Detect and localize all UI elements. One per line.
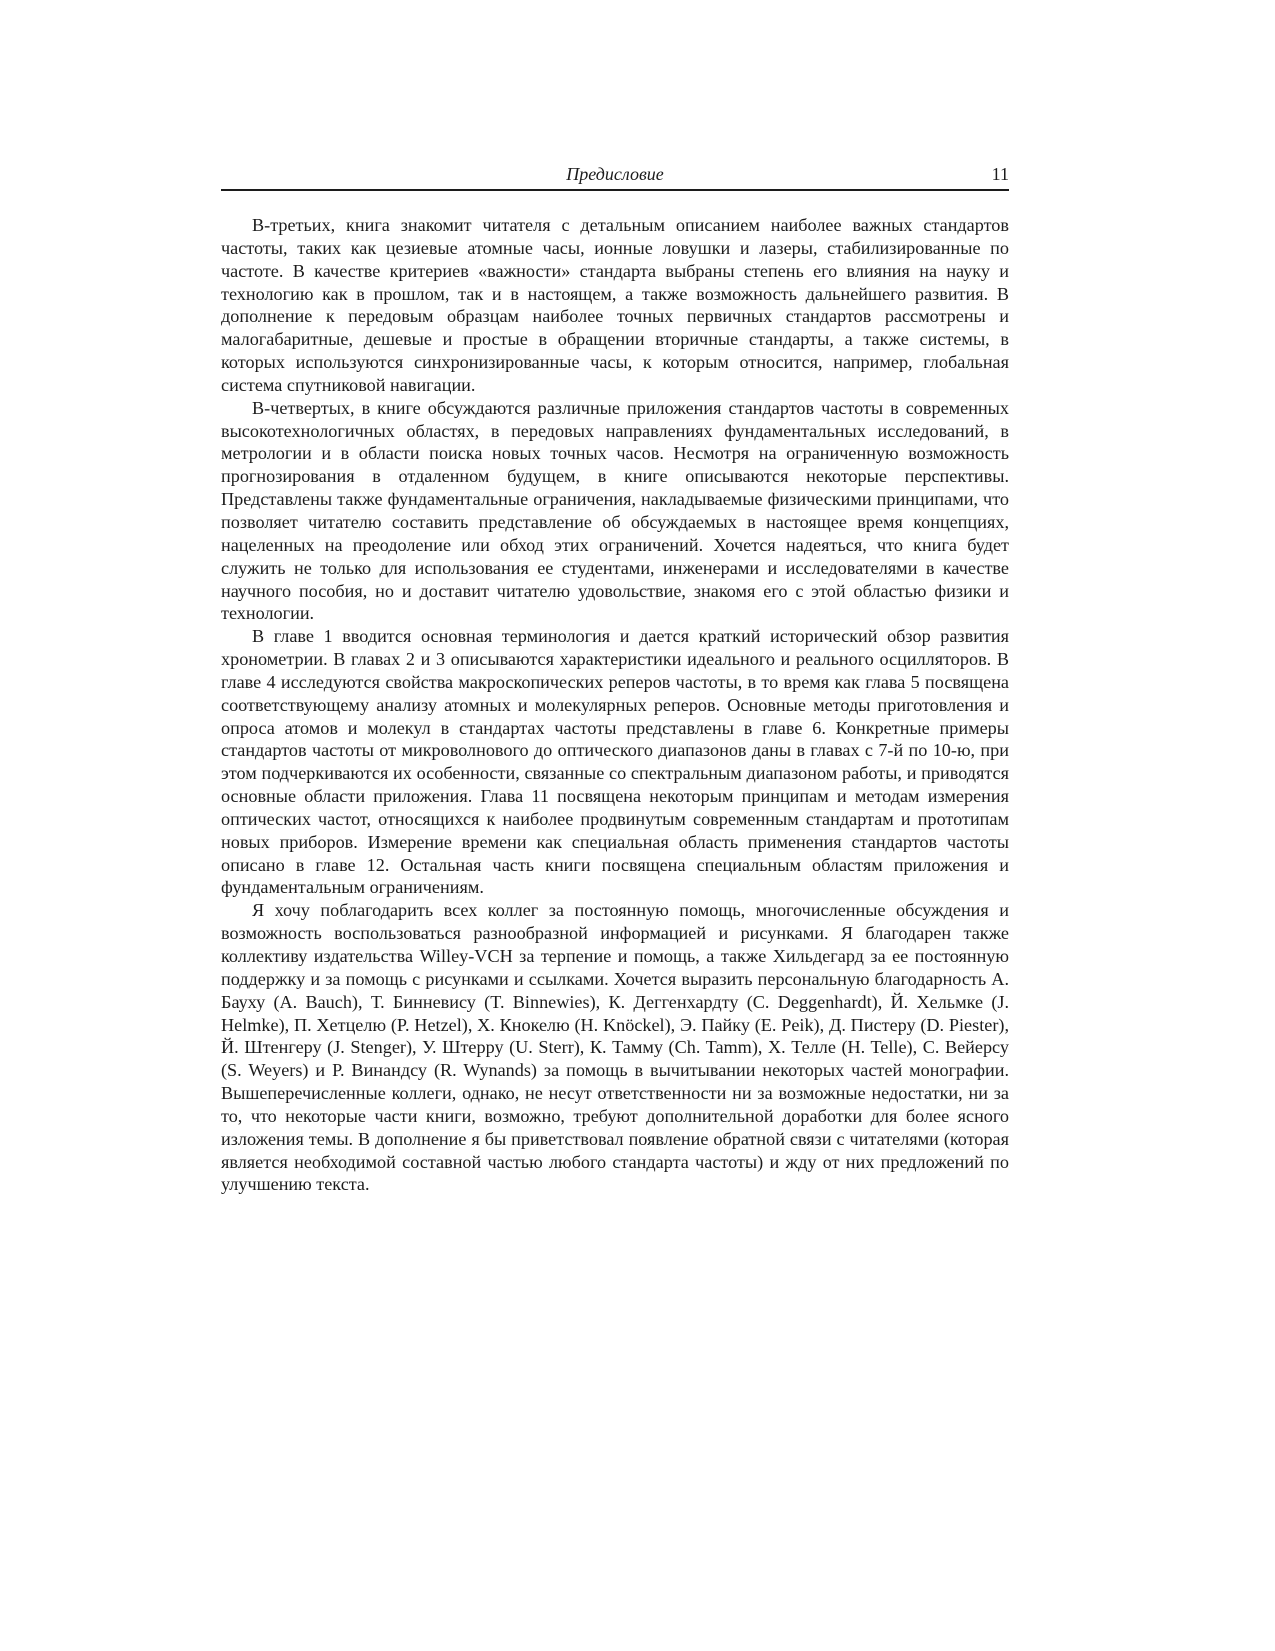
- page-number: 11: [991, 164, 1009, 184]
- running-head: [221, 163, 1009, 191]
- paragraph: В-четвертых, в книге обсуждаются различные приложения стандартов частоты в современных высокотехнологичных областях, в передовых направлениях фундаментальных исследований, в метрологии и в области поиска новых точных часов. Несмотря на ограниченную возможность прогнозирования в отдаленном будущем, в книге описываются некоторые перспективы. Представлены также фундаментальные ограничения, накладываемые физическими принципами, что позволяет читателю составить представление об обсуждаемых в настоящее время концепциях, нацеленных на преодоление или обход этих ограничений. Хочется надеяться, что книга будет служить не только для использования ее студентами, инженерами и исследователями в качестве научного пособия, но и доставит читателю удовольствие, знакомя его с этой областью физики и технологии.: [221, 397, 1009, 624]
- paragraph: Я хочу поблагодарить всех коллег за постоянную помощь, многочисленные обсуждения и возможность воспользоваться разнообразной информацией и рисунками. Я благодарен также коллективу издательства Willey-VCH за терпение и помощь, а также Хильдегард за ее постоянную поддержку и за помощь с рисунками и ссылками. Хочется выразить персональную благодарность А. Бауху (A. Bauch), Т. Бинневису (T. Binnewies), К. Деггенхардту (C. Deggenhardt), Й. Хельмке (J. Helmke), П. Хетцелю (P. Hetzel), Х. Кнокелю (H. Knöckel), Э. Пайку (E. Peik), Д. Пистеру (D. Piester), Й. Штенгеру (J. Stenger), У. Штерру (U. Sterr), К. Тамму (Ch. Tamm), Х. Телле (H. Telle), С. Вейерсу (S. Weyers) и Р. Винандсу (R. Wynands) за помощь в вычитывании некоторых частей монографии. Вышеперечисленные коллеги, однако, не несут ответственности ни за возможные недостатки, ни за то, что некоторые части книги, возможно, требуют дополнительной доработки для более ясного изложения темы. В дополнение я бы приветствовал появление обратной связи с читателями (которая является необходимой составной частью любого стандарта частоты) и жду от них предложений по улучшению текста.: [221, 900, 1009, 1195]
- paragraph: В главе 1 вводится основная терминология и дается краткий исторический обзор развития хронометрии. В главах 2 и 3 описываются характеристики идеального и реального осцилляторов. В главе 4 исследуются свойства макроскопических реперов частоты, в то время как глава 5 посвящена соответствующему анализу атомных и молекулярных реперов. Основные методы приготовления и опроса атомов и молекул в стандартах частоты представлены в главе 6. Конкретные примеры стандартов частоты от микроволнового до оптического диапазонов даны в главах с 7-й по 10-ю, при этом подчеркиваются их особенности, связанные со спектральным диапазоном работы, и приводятся основные области приложения. Глава 11 посвящена некоторым принципам и методам измерения оптических частот, относящихся к наиболее продвинутым современным стандартам и прототипам новых приборов. Измерение времени как специальная область применения стандартов частоты описано в главе 12. Остальная часть книги посвящена специальным областям приложения и фундаментальным ограничениям.: [221, 626, 1009, 898]
- running-title: Предисловие: [566, 164, 664, 184]
- body-text: [221, 214, 1009, 1196]
- paragraph: В-третьих, книга знакомит читателя с детальным описанием наиболее важных стандартов частоты, таких как цезиевые атомные часы, ионные ловушки и лазеры, стабилизированные по частоте. В качестве критериев «важности» стандарта выбраны степень его влияния на науку и технологию как в прошлом, так и в настоящем, а также возможность дальнейшего развития. В дополнение к передовым образцам наиболее точных первичных стандартов рассмотрены и малогабаритные, дешевые и простые в обращении вторичные стандарты, а также системы, в которых используются синхронизированные часы, к которым относится, например, глобальная система спутниковой навигации.: [221, 215, 1009, 395]
